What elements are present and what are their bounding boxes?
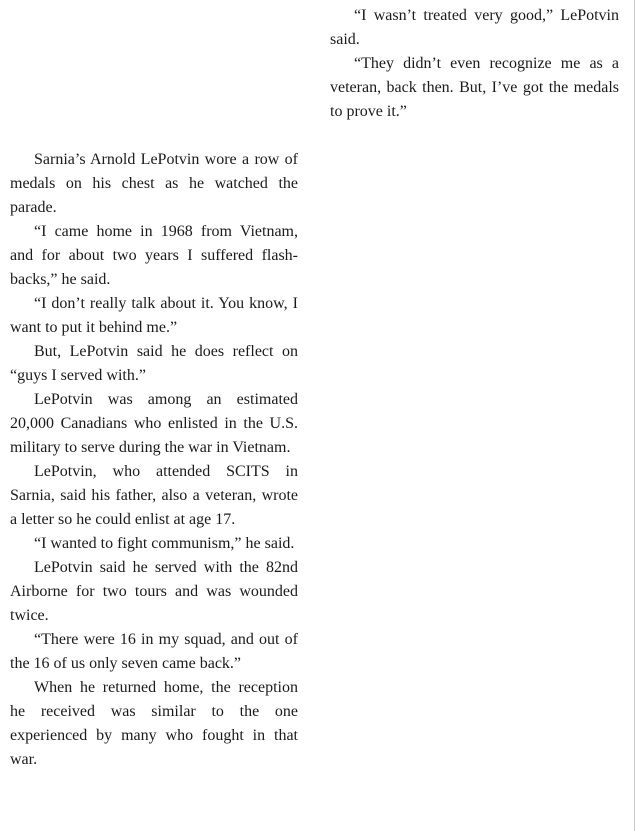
paragraph: “I came home in 1968 from Vietnam, and for about two years I suffered flashbacks,” he said. bbox=[10, 223, 298, 288]
paragraph: But, LePotvin said he does reflect on “guys I served with.” bbox=[10, 343, 298, 384]
paragraph: “I wasn’t treated very good,” LePotvin said. bbox=[330, 7, 619, 48]
paragraph: LePotvin said he served with the 82nd Airborne for two tours and was wounded twice. bbox=[10, 559, 298, 624]
paragraph: “They didn’t even recognize me as a veteran, back then. But, I’ve got the medals to prove it.” bbox=[330, 55, 619, 120]
paragraph: When he returned home, the reception he received was similar to the one experienced by many who fought in that war. bbox=[10, 679, 298, 768]
paragraph: LePotvin was among an estimated 20,000 Canadians who enlisted in the U.S. military to serve during the war in Vietnam. bbox=[10, 391, 298, 456]
article-column-left bbox=[10, 148, 298, 772]
paragraph: “There were 16 in my squad, and out of the 16 of us only seven came back.” bbox=[10, 631, 298, 672]
paragraph: Sarnia’s Arnold LePotvin wore a row of medals on his chest as he watched the parade. bbox=[10, 151, 298, 216]
page-edge-divider bbox=[634, 0, 635, 831]
paragraph: “I don’t really talk about it. You know, I want to put it behind me.” bbox=[10, 295, 298, 336]
article-column-right bbox=[330, 4, 619, 124]
paragraph: “I wanted to fight communism,” he said. bbox=[34, 535, 295, 552]
paragraph: LePotvin, who attended SCITS in Sarnia, said his father, also a veteran, wrote a letter so he could enlist at age 17. bbox=[10, 463, 298, 528]
